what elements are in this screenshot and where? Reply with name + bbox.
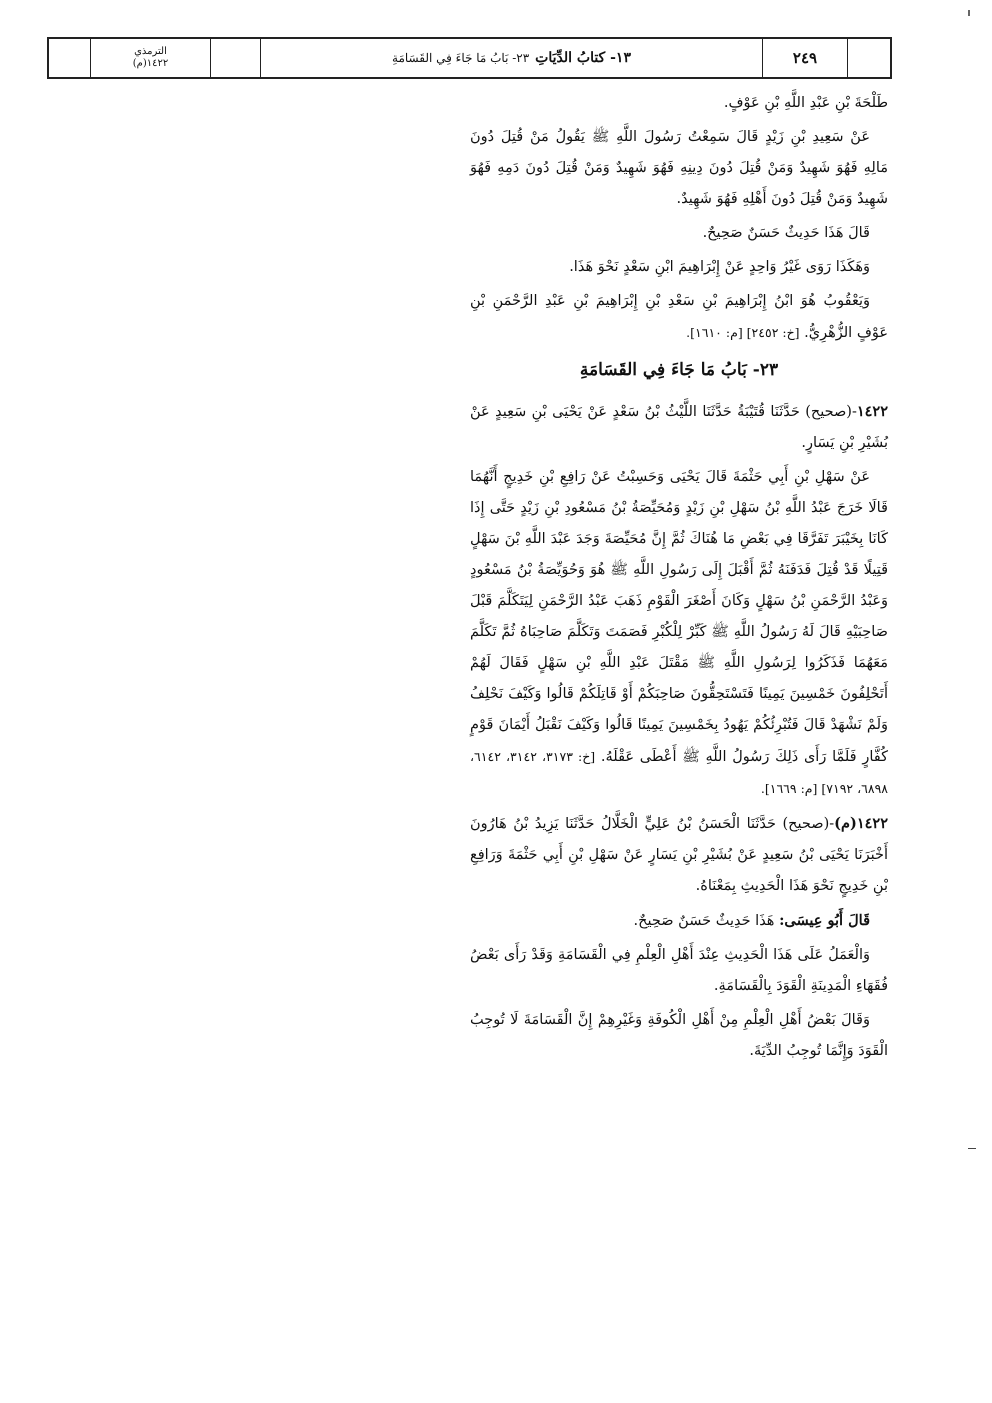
author-label: قَالَ أَبُو عِيسَى:	[779, 912, 870, 929]
hadith-number: ١٤٢٢(م)	[834, 815, 888, 832]
chapter-ref: ٢٣- بَابُ مَا جَاءَ فِي القَسَامَةِ	[392, 51, 530, 65]
scan-mark	[968, 10, 970, 16]
header-title-cell	[261, 39, 763, 77]
hadith-text: عَنْ سَعِيدِ بْنِ زَيْدٍ قَالَ سَمِعْتُ رَسُولَ اللَّهِ ﷺ يَقُولُ مَنْ قُتِلَ دُونَ مَالِهِ فَهُوَ شَهِيدٌ وَمَنْ قُتِلَ دُونَ دِينِهِ فَهُوَ شَهِيدٌ وَمَنْ قُتِلَ دُونَ دَمِهِ فَهُوَ شَهِيدٌ وَمَنْ قُتِلَ دُونَ أَهْلِهِ فَهُوَ شَهِيدٌ.	[470, 129, 888, 207]
header-page-cell	[763, 39, 848, 77]
page-body	[470, 88, 888, 1070]
source-reference: [خ: ٢٤٥٢] [م: ١٦١٠].	[686, 325, 800, 340]
hadith-number-range: ١٤٢٢(م)	[132, 58, 169, 69]
hadith-text	[470, 462, 888, 805]
narrator-note: وَيَعْقُوبُ هُوَ ابْنُ إِبْرَاهِيمَ بْنِ سَعْدِ بْنِ إِبْرَاهِيمَ بْنِ عَبْدِ الرَّحْمَنِ بْنِ عَوْفٍ الزُّهْرِيُّ.	[470, 293, 888, 341]
paragraph: طَلْحَةَ بْنِ عَبْدِ اللَّهِ بْنِ عَوْفٍ.	[723, 95, 888, 111]
paragraph: وَهَكَذَا رَوَى غَيْرُ وَاحِدٍ عَنْ إِبْرَاهِيمَ ابْنِ سَعْدٍ نَحْوَ هَذَا.	[569, 259, 870, 275]
header-empty-cell	[211, 39, 261, 77]
paragraph	[470, 286, 888, 349]
header-collection-cell	[91, 39, 211, 77]
paragraph: وَقَالَ بَعْضُ أَهْلِ الْعِلْمِ مِنْ أَهْلِ الْكُوفَةِ وَغَيْرِهِمْ إِنَّ الْقَسَامَةَ لَا تُوجِبُ الْقَوَدَ وَإِنَّمَا تُوجِبُ الدِّيَةَ.	[470, 1012, 888, 1059]
paragraph: وَالْعَمَلُ عَلَى هَذَا الْحَدِيثِ عِنْدَ أَهْلِ الْعِلْمِ فِي الْقَسَامَةِ وَقَدْ رَأَى بَعْضُ فُقَهَاءِ الْمَدِينَةِ الْقَوَدَ بِالْقَسَامَةِ.	[470, 947, 888, 994]
isnad: -(صحيح) حَدَّثَنَا قُتَيْبَةُ حَدَّثَنَا اللَّيْثُ بْنُ سَعْدٍ عَنْ يَحْيَى بْنِ سَعِيدٍ عَنْ بُشَيْرِ بْنِ يَسَارٍ.	[470, 404, 888, 451]
page-header	[47, 37, 892, 79]
page-number: ٢٤٩	[792, 49, 818, 67]
hadith-entry	[470, 808, 888, 902]
grading-remark	[470, 905, 888, 937]
grading-remark: قَالَ هَذَا حَدِيثٌ حَسَنٌ صَحِيحٌ.	[702, 225, 870, 241]
header-empty-cell	[848, 39, 890, 77]
margin-mark	[968, 1148, 976, 1149]
chapter-title: ٢٣- بَابُ مَا جَاءَ فِي القَسَامَةِ	[579, 360, 779, 380]
hadith-number: ١٤٢٢	[856, 403, 888, 420]
book-title: ١٣- كتابُ الدِّيَاتِ	[535, 50, 631, 66]
hadith-entry	[470, 396, 888, 459]
source-reference: [خ: ٣١٧٣، ٣١٤٢، ٦١٤٢، ٦٨٩٨، ٧١٩٢] [م: ١٦٦٩].	[470, 749, 888, 796]
matn: عَنْ سَهْلِ بْنِ أَبِي حَثْمَةَ قَالَ يَحْيَى وَحَسِبْتُ عَنْ رَافِعِ بْنِ خَدِيجٍ أَنَّهُمَا قَالَا خَرَجَ عَبْدُ اللَّهِ بْنُ سَهْلِ بْنِ زَيْدٍ وَمُحَيِّصَةُ بْنُ مَسْعُودِ بْنِ زَيْدٍ حَتَّى إِذَا كَانَا بِخَيْبَرَ تَفَرَّقَا فِي بَعْضِ مَا هُنَاكَ ثُمَّ إِنَّ مُحَيِّصَةَ وَجَدَ عَبْدَ اللَّهِ بْنَ سَهْلٍ قَتِيلًا قَدْ قُتِلَ فَدَفَنَهُ ثُمَّ أَقْبَلَ إِلَى رَسُولِ اللَّهِ ﷺ هُوَ وَحُوَيِّصَةُ بْنُ مَسْعُودٍ وَعَبْدُ الرَّحْمَنِ بْنُ سَهْلٍ وَكَانَ أَصْغَرَ الْقَوْمِ ذَهَبَ عَبْدُ الرَّحْمَنِ لِيَتَكَلَّمَ قَبْلَ صَاحِبَيْهِ قَالَ لَهُ رَسُولُ اللَّهِ ﷺ كَبِّرْ لِلْكُبْرِ فَصَمَتَ وَتَكَلَّمَ صَاحِبَاهُ ثُمَّ تَكَلَّمَ مَعَهُمَا فَذَكَرُوا لِرَسُولِ اللَّهِ ﷺ مَقْتَلَ عَبْدِ اللَّهِ بْنِ سَهْلٍ فَقَالَ لَهُمْ أَتَحْلِفُونَ خَمْسِينَ يَمِينًا فَتَسْتَحِقُّونَ صَاحِبَكُمْ أَوْ قَاتِلَكُمْ قَالُوا وَكَيْفَ نَحْلِفُ وَلَمْ نَشْهَدْ قَالَ فَتُبْرِئُكُمْ يَهُودُ بِخَمْسِينَ يَمِينًا قَالُوا وَكَيْفَ نَقْبَلُ أَيْمَانَ قَوْمٍ كُفَّارٍ فَلَمَّا رَأَى ذَلِكَ رَسُولُ اللَّهِ ﷺ أَعْطَى عَقْلَهُ.	[470, 469, 888, 765]
collection-name: الترمذي	[134, 46, 167, 57]
header-empty-cell	[49, 39, 91, 77]
grading-text: هَذَا حَدِيثٌ حَسَنٌ صَحِيحٌ.	[633, 913, 775, 929]
isnad: -(صحيح) حَدَّثَنَا الْحَسَنُ بْنُ عَلِيٍّ الْخَلَّالُ حَدَّثَنَا يَزِيدُ بْنُ هَارُونَ أَخْبَرَنَا يَحْيَى بْنُ سَعِيدٍ عَنْ بُشَيْرِ بْنِ يَسَارٍ عَنْ سَهْلِ بْنِ أَبِي حَثْمَةَ وَرَافِعِ بْنِ خَدِيجٍ نَحْوَ هَذَا الْحَدِيثِ بِمَعْنَاهُ.	[470, 816, 888, 894]
